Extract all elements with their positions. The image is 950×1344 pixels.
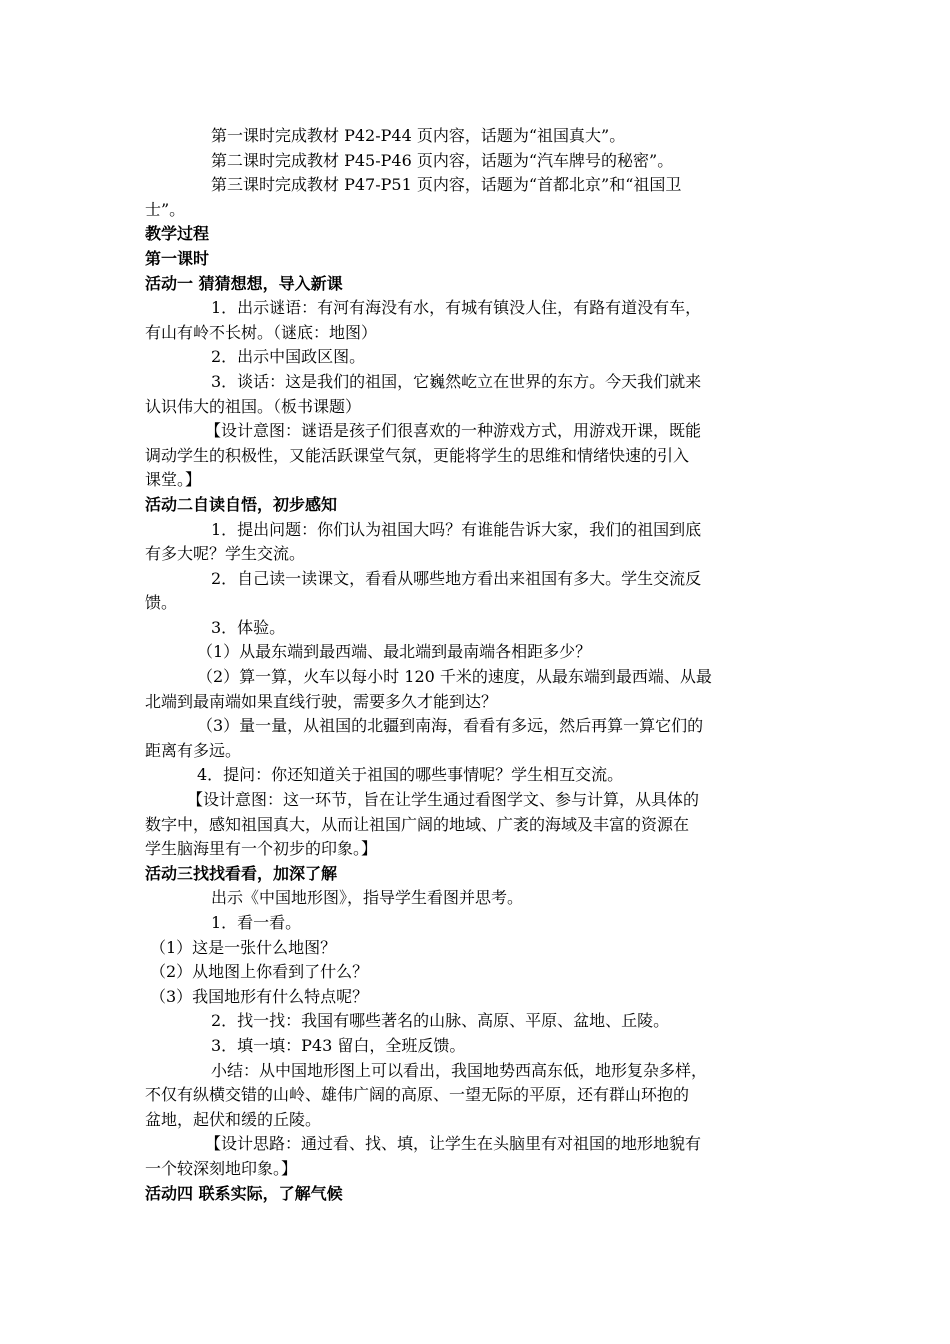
text-line: 1．看一看。 bbox=[211, 913, 302, 932]
text-line: 3．填一填：P43 留白，全班反馈。 bbox=[211, 1035, 466, 1055]
text-line: （2）从地图上你看到了什么？ bbox=[150, 962, 369, 982]
text-line: 一个较深刻地印象。】 bbox=[145, 1158, 298, 1178]
section-heading: 活动一 猜猜想想，导入新课 bbox=[145, 273, 343, 293]
text-line: （3）量一量，从祖国的北疆到南海，看看有多远，然后再算一算它们的 bbox=[197, 716, 704, 736]
text-line: 2．找一找：我国有哪些著名的山脉、高原、平原、盆地、丘陵。 bbox=[211, 1011, 670, 1031]
text-line: 第三课时完成教材 P47-P51 页内容，话题为“首都北京”和“祖国卫 bbox=[211, 175, 682, 195]
text-line: 3．体验。 bbox=[211, 617, 286, 637]
text-line: 调动学生的积极性，又能活跃课堂气氛，更能将学生的思维和情绪快速的引入 bbox=[145, 445, 690, 465]
text-line: 士”。 bbox=[145, 199, 186, 219]
text-line: 学生脑海里有一个初步的印象。】 bbox=[145, 839, 378, 859]
text-line: 2．出示中国政区图。 bbox=[211, 347, 366, 367]
section-heading: 活动三找找看看，加深了解 bbox=[145, 863, 338, 883]
text-line: 【设计意图：这一环节，旨在让学生通过看图学文、参与计算，从具体的 bbox=[187, 790, 700, 810]
text-line: 第二课时完成教材 P45-P46 页内容，话题为“汽车牌号的秘密”。 bbox=[211, 150, 674, 170]
text-line: （1）从最东端到最西端、最北端到最南端各相距多少？ bbox=[197, 642, 592, 662]
text-line: （2）算一算，火车以每小时 120 千米的速度，从最东端到最西端、从最 bbox=[197, 667, 712, 687]
text-line: 第一课时完成教材 P42-P44 页内容，话题为“祖国真大”。 bbox=[211, 126, 626, 145]
text-line: 不仅有纵横交错的山岭、雄伟广阔的高原、一望无际的平原，还有群山环抱的 bbox=[145, 1085, 690, 1105]
text-line: 盆地，起伏和缓的丘陵。 bbox=[145, 1109, 322, 1129]
text-line: 4．提问：你还知道关于祖国的哪些事情呢？学生相互交流。 bbox=[197, 765, 624, 785]
section-heading: 活动二自读自悟，初步感知 bbox=[145, 494, 338, 514]
text-line: 距离有多远。 bbox=[145, 740, 242, 760]
text-line: （1）这是一张什么地图？ bbox=[150, 937, 337, 957]
text-line: 出示《中国地形图》，指导学生看图并思考。 bbox=[211, 888, 524, 908]
text-line: 认识伟大的祖国。（板书课题） bbox=[145, 396, 362, 416]
document-body bbox=[145, 124, 810, 1206]
text-line: 3．谈话：这是我们的祖国，它巍然屹立在世界的东方。今天我们就来 bbox=[211, 371, 702, 391]
text-line: 北端到最南端如果直线行驶，需要多久才能到达？ bbox=[145, 691, 498, 711]
text-line: 【设计意图：谜语是孩子们很喜欢的一种游戏方式，用游戏开课，既能 bbox=[205, 421, 702, 441]
text-line: 馈。 bbox=[145, 593, 178, 613]
section-heading: 第一课时 bbox=[145, 248, 210, 268]
text-line: 【设计思路：通过看、找、填，让学生在头脑里有对祖国的地形地貌有 bbox=[205, 1134, 702, 1154]
text-line: 数字中，感知祖国真大，从而让祖国广阔的地域、广袤的海域及丰富的资源在 bbox=[145, 814, 690, 834]
text-line: 2．自己读一读课文，看看从哪些地方看出来祖国有多大。学生交流反 bbox=[211, 568, 702, 588]
text-line: 1．提出问题：你们认为祖国大吗？有谁能告诉大家，我们的祖国到底 bbox=[211, 519, 702, 539]
text-line: 有山有岭不长树。（谜底：地图） bbox=[145, 322, 378, 342]
text-line: 1．出示谜语：有河有海没有水，有城有镇没人住，有路有道没有车， bbox=[211, 298, 702, 318]
section-heading: 活动四 联系实际，了解气候 bbox=[145, 1183, 343, 1203]
text-line: 小结：从中国地形图上可以看出，我国地势西高东低，地形复杂多样， bbox=[211, 1060, 708, 1080]
text-line: （3）我国地形有什么特点呢？ bbox=[150, 986, 369, 1006]
section-heading: 教学过程 bbox=[145, 224, 210, 244]
text-line: 有多大呢？学生交流。 bbox=[145, 544, 306, 564]
text-line: 课堂。】 bbox=[145, 470, 202, 490]
